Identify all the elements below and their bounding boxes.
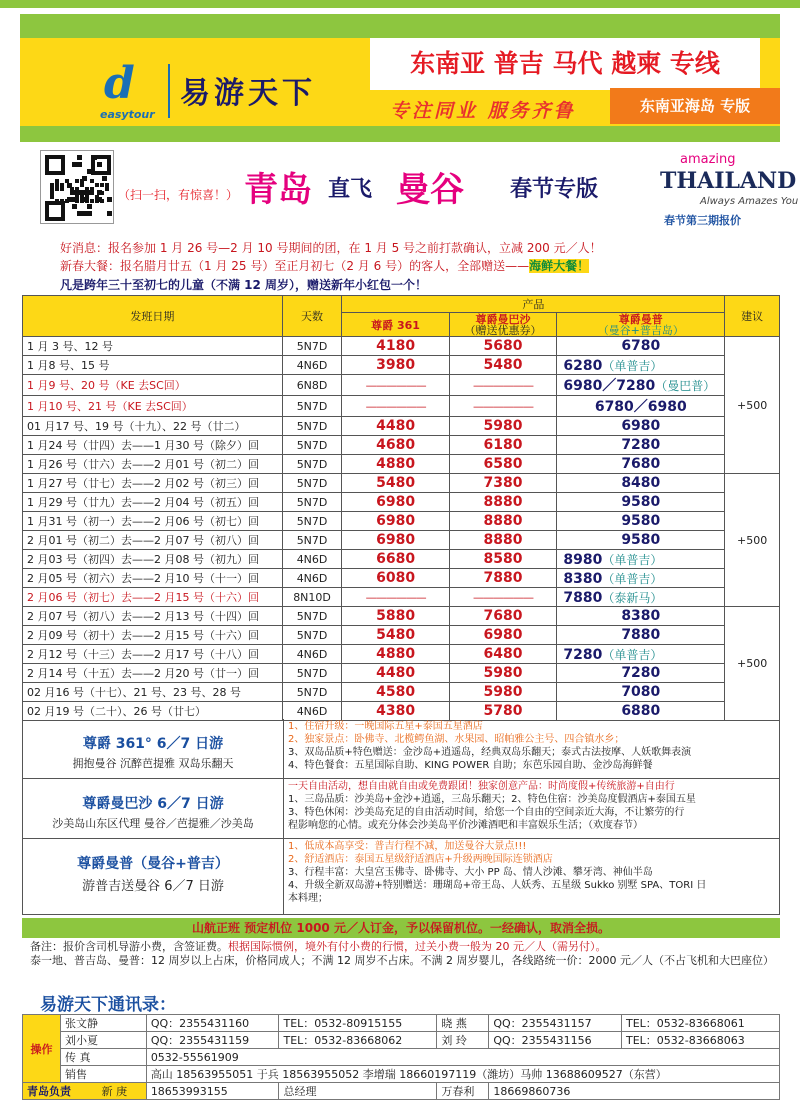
price-mp-note: （单普吉） (602, 571, 663, 586)
cell-price-mbs: —————— (449, 588, 557, 607)
price-mp-value: 6280 (563, 357, 603, 374)
cell-price-mbs: 5680 (449, 337, 557, 356)
contact-qq[interactable]: QQ：2355431159 (146, 1032, 279, 1049)
cell-date: 1 月26 号（廿六）去——2 月01 号（初二）回 (23, 455, 283, 474)
table-row (23, 337, 780, 356)
price-mp-note: （单普吉） (602, 358, 663, 373)
package-mp-line: 4、升级全新双岛游+特别赠送：珊瑚岛+帝王岛、人妖秀、五星级 Sukko 别墅 SPA、TORI 日 (288, 880, 707, 891)
fax-label: 传 真 (61, 1049, 147, 1066)
cell-days: 5N7D (282, 683, 342, 702)
package-361-left (23, 719, 283, 778)
qr-module (75, 187, 79, 191)
qingdao-lead-name: 新 庚 (101, 1085, 128, 1098)
header-date: 发班日期 (23, 296, 283, 337)
booking-policy-bar: 山航正班 预定机位 1000 元／人订金，予以保留机位。一经确认，取消全损。 (22, 918, 780, 938)
cell-date: 2 月07 号（初八）去——2 月13 号（十四）回 (23, 607, 283, 626)
qr-module (49, 205, 61, 217)
qr-module (87, 204, 92, 209)
cell-date: 1 月29 号（廿九）去——2 月04 号（初五）回 (23, 493, 283, 512)
header-p2 (449, 313, 557, 337)
cell-date: 2 月05 号（初六）去——2 月10 号（十一）回 (23, 569, 283, 588)
price-mp-value: 8380 (563, 570, 603, 587)
thailand-logo-text: THAILAND (660, 168, 797, 194)
qr-module (102, 176, 107, 181)
top-strip (0, 0, 800, 8)
contact-name: 晓 燕 (437, 1015, 489, 1032)
cell-days: 5N7D (282, 512, 342, 531)
cell-price-mp (557, 396, 725, 417)
cell-price-mp (557, 664, 725, 683)
header-p3-sub: （曼谷+普吉岛） (597, 323, 684, 337)
route-banner-text: 东南亚 普吉 马代 越柬 专线 (410, 49, 720, 78)
cell-price-mp (557, 626, 725, 645)
cell-price-mbs: 7380 (449, 474, 557, 493)
cell-price-361: 6980 (342, 512, 449, 531)
package-mp-details (283, 839, 781, 914)
price-mp-value: 7680 (621, 456, 661, 472)
qr-module (72, 204, 77, 209)
cell-price-mp (557, 436, 725, 455)
cell-date: 2 月03 号（初四）去——2 月08 号（初九）回 (23, 550, 283, 569)
table-row (23, 645, 780, 664)
qr-module (75, 179, 79, 183)
cell-price-361: 6980 (342, 493, 449, 512)
cell-price-mbs: 5980 (449, 664, 557, 683)
cell-price-mbs: 8880 (449, 493, 557, 512)
cell-price-mbs: 5780 (449, 702, 557, 721)
remark-a: 备注：报价含司机导游小费，含签证费。 (30, 940, 228, 953)
contact-qq[interactable]: QQ：2355431157 (489, 1015, 622, 1032)
cell-price-mp (557, 569, 725, 588)
cell-price-mp (557, 455, 725, 474)
package-mp-title: 尊爵曼普（曼谷+普吉） (77, 856, 229, 872)
logo[interactable] (100, 58, 360, 124)
contact-qq[interactable]: QQ：2355431156 (489, 1032, 622, 1049)
cell-days: 5N7D (282, 664, 342, 683)
contact-name: 刘 玲 (437, 1032, 489, 1049)
table-row (23, 512, 780, 531)
qr-module (49, 159, 61, 171)
qr-module (90, 199, 94, 203)
table-row (23, 356, 780, 375)
qr-module (65, 179, 69, 183)
gm-label: 总经理 (279, 1083, 437, 1100)
package-mbs-details (283, 779, 781, 838)
price-mp-value: 6980／7280 (563, 378, 656, 394)
qr-module (95, 183, 99, 187)
cell-price-mbs: 8880 (449, 512, 557, 531)
sales-contacts[interactable]: 高山 18563955051 于兵 18563955052 李增瑞 18660197119（潍坊）马帅 13688609527（东营） (146, 1066, 779, 1083)
cell-price-361: 4680 (342, 436, 449, 455)
qr-module (97, 162, 102, 167)
cell-date: 1 月8 号、15 号 (23, 356, 283, 375)
cell-days: 5N7D (282, 474, 342, 493)
qr-module (90, 191, 94, 195)
cell-date: 02 月19 号（二十）、26 号（廿七） (23, 702, 283, 721)
header-green-bar (20, 14, 780, 38)
title-spring: 春节专版 (510, 177, 599, 202)
table-row (23, 664, 780, 683)
package-361 (22, 719, 780, 779)
cell-price-mbs: 5480 (449, 356, 557, 375)
qr-module (87, 211, 92, 216)
cell-days: 5N7D (282, 396, 342, 417)
cell-price-361: 6980 (342, 531, 449, 550)
qr-module (100, 199, 104, 203)
header-p3 (557, 313, 725, 337)
contacts-title: 易游天下通讯录： (40, 995, 176, 1015)
cell-days: 5N7D (282, 436, 342, 455)
qr-module (65, 199, 69, 203)
cell-advice: +500 (725, 474, 780, 607)
table-row (23, 607, 780, 626)
table-row (23, 493, 780, 512)
package-mbs (22, 779, 780, 839)
price-mp-value: 9580 (621, 513, 661, 529)
logo-text: 易游天下 (180, 76, 316, 111)
cell-days: 5N7D (282, 337, 342, 356)
header-advice: 建议 (725, 296, 780, 337)
cell-days: 5N7D (282, 455, 342, 474)
qr-module (77, 162, 82, 167)
qr-module (60, 187, 64, 191)
price-mp-value: 7280 (621, 437, 661, 453)
cell-price-361: 4880 (342, 645, 449, 664)
price-mp-value: 7280 (621, 665, 661, 681)
contact-name: 张文静 (61, 1015, 147, 1032)
orange-label: 东南亚海岛 专版 (610, 88, 780, 124)
cell-price-mp (557, 474, 725, 493)
scan-text: （扫一扫，有惊喜！） (118, 188, 239, 202)
qr-module (105, 187, 109, 191)
price-mp-value: 6980 (621, 418, 661, 434)
cell-price-mp (557, 356, 725, 375)
cell-price-361: 4880 (342, 455, 449, 474)
cell-days: 4N6D (282, 569, 342, 588)
cell-price-mbs: 8880 (449, 531, 557, 550)
table-row (23, 436, 780, 455)
qr-module (100, 191, 104, 195)
cell-days: 5N7D (282, 531, 342, 550)
cell-price-mbs: 6480 (449, 645, 557, 664)
cell-price-361: —————— (342, 588, 449, 607)
cell-date: 02 月16 号（十七）、21 号、23 号、28 号 (23, 683, 283, 702)
cell-days: 5N7D (282, 493, 342, 512)
table-row (23, 683, 780, 702)
cell-date: 1 月 3 号、12 号 (23, 337, 283, 356)
logo-letter: d (104, 58, 135, 109)
cell-price-mp (557, 417, 725, 436)
logo-sub: easytour (100, 108, 155, 121)
price-mp-note: （单普吉） (602, 552, 663, 567)
cell-price-361: —————— (342, 375, 449, 396)
package-mp-line: 3、行程丰富：大皇宫玉佛寺、卧佛寺、大小 PP 岛、情人沙滩、攀牙湾、神仙半岛 (288, 867, 653, 878)
price-mp-value: 8980 (563, 551, 603, 568)
cell-price-mbs: 6980 (449, 626, 557, 645)
price-mp-value: 6880 (621, 703, 661, 719)
cell-price-mbs: 5980 (449, 417, 557, 436)
cell-date: 2 月14 号（十五）去——2 月20 号（廿一）回 (23, 664, 283, 683)
qr-module (55, 187, 59, 191)
cell-date: 01 月17 号、19 号（十九）、22 号（廿二） (23, 417, 283, 436)
table-row (23, 417, 780, 436)
header-product: 产品 (342, 296, 725, 313)
package-mbs-line: 3、特色休闲：沙美岛充足的自由活动时间，给您一个自由的空间亲近大海，不让繁劳的行 (288, 807, 685, 818)
table-row (23, 375, 780, 396)
package-361-title: 尊爵 361° 6／7 日游 (82, 736, 224, 752)
table-row (23, 474, 780, 493)
price-mp-value: 8380 (621, 608, 661, 624)
gm-phone[interactable]: 18669860736 (489, 1083, 780, 1100)
package-mp-sub: 游普吉送曼谷 6／7 日游 (82, 879, 224, 894)
package-mbs-left (23, 779, 283, 838)
qr-module (70, 191, 74, 195)
slogan: 专注同业 服务齐鲁 (390, 100, 576, 122)
title-direct: 直飞 (328, 177, 373, 202)
cell-price-mbs: 7680 (449, 607, 557, 626)
cell-days: 5N7D (282, 607, 342, 626)
cell-price-361: 5480 (342, 626, 449, 645)
package-mbs-sub: 沙美岛山东区代理 曼谷／芭提雅／沙美岛 (52, 817, 254, 830)
cell-days: 4N6D (282, 356, 342, 375)
table-row (23, 569, 780, 588)
cell-price-mbs: —————— (449, 375, 557, 396)
table-row (23, 588, 780, 607)
price-mp-value: 7080 (621, 684, 661, 700)
table-row (23, 626, 780, 645)
cell-price-361: 4480 (342, 664, 449, 683)
package-361-line: 1、住宿升级：一晚国际五星+泰国五星酒店 (288, 721, 483, 732)
cell-advice: +500 (725, 337, 780, 474)
package-mp-left (23, 839, 283, 914)
cell-price-mp (557, 645, 725, 664)
header-p3-title: 尊爵曼普 (618, 312, 663, 326)
cell-price-mp (557, 337, 725, 356)
contact-tel[interactable]: TEL：0532-80915155 (279, 1015, 437, 1032)
cell-price-361: 6080 (342, 569, 449, 588)
contact-tel[interactable]: TEL：0532-83668061 (621, 1015, 779, 1032)
package-mbs-line: 1、三岛品质：沙美岛+金沙+逍遥，三岛乐翻天；2、特色住宿：沙美岛度假酒店+泰国五星 (288, 794, 696, 805)
cell-price-361: 4380 (342, 702, 449, 721)
operations-label: 操作 (23, 1015, 61, 1083)
period-label: 春节第三期报价 (664, 214, 741, 227)
price-mp-note: （曼巴普） (655, 379, 716, 393)
qr-module (75, 199, 79, 203)
qr-module (77, 155, 82, 160)
cell-days: 5N7D (282, 626, 342, 645)
header-p2-sub: （赠送优惠券） (464, 323, 542, 337)
package-361-details (283, 719, 781, 778)
cell-price-mp (557, 531, 725, 550)
cell-price-mp (557, 607, 725, 626)
price-table (22, 295, 780, 721)
route-banner (370, 38, 760, 90)
cell-price-361: 4480 (342, 417, 449, 436)
qingdao-lead-phone[interactable]: 18653993155 (146, 1083, 279, 1100)
package-361-line: 3、双岛品质+特色赠送：金沙岛+逍遥岛，经典双岛乐翻天；泰式古法按摩、人妖歌舞表演 (288, 747, 692, 758)
qr-module (80, 183, 84, 187)
package-mp-line: 本料理； (288, 893, 328, 904)
amazing-logo-text: amazing (680, 152, 736, 167)
cell-price-mbs: 8580 (449, 550, 557, 569)
qr-module (85, 199, 89, 203)
qr-module (55, 199, 59, 203)
cell-price-mbs: 7880 (449, 569, 557, 588)
table-row (23, 455, 780, 474)
cell-date: 2 月09 号（初十）去——2 月15 号（十六）回 (23, 626, 283, 645)
price-mp-value: 7280 (563, 646, 603, 663)
remark-b: 根据国际惯例，境外有付小费的行惯，过关小费一般为 20 元／人（需另付）。 (228, 940, 607, 953)
header-p1: 尊爵 361 (342, 313, 449, 337)
cell-price-mp (557, 375, 725, 396)
notice-discount: 好消息：报名参加 1 月 26 号—2 月 10 号期间的团，在 1 月 5 号之前打款确认，立减 200 元／人！ (60, 241, 602, 255)
package-mbs-title: 尊爵曼巴沙 6／7 日游 (82, 796, 224, 812)
cell-days: 5N7D (282, 417, 342, 436)
table-row (23, 531, 780, 550)
package-mp-line: 1、低成本高享受：普吉行程不减，加送曼谷大景点!!! (288, 841, 527, 852)
qr-module (100, 183, 104, 187)
cell-date: 1 月10 号、21 号（KE 去SC回） (23, 396, 283, 417)
cell-date: 2 月01 号（初二）去——2 月07 号（初八）回 (23, 531, 283, 550)
cell-price-361: 4580 (342, 683, 449, 702)
package-mbs-line: 程影响您的心情。或充分体会沙美岛平价沙滩酒吧和丰富娱乐生活；（欢度春节） (288, 820, 643, 831)
qr-module (95, 199, 99, 203)
price-mp-value: 6780／6980 (594, 399, 687, 415)
notice-children: 凡是跨年三十至初七的儿童（不满 12 周岁），赠送新年小红包一个！ (60, 278, 428, 292)
cell-price-mp (557, 702, 725, 721)
contact-qq[interactable]: QQ：2355431160 (146, 1015, 279, 1032)
remark (30, 940, 775, 968)
qr-module (92, 155, 97, 160)
package-mp-line: 2、舒适酒店：泰国五星级舒适酒店+升级两晚国际连锁酒店 (288, 854, 553, 865)
cell-price-mp (557, 512, 725, 531)
cell-days: 8N10D (282, 588, 342, 607)
contact-tel[interactable]: TEL：0532-83668063 (621, 1032, 779, 1049)
cell-price-mp (557, 550, 725, 569)
price-mp-value: 6780 (621, 338, 661, 354)
notice-dinner-text: 新春大餐：报名腊月廿五（1 月 25 号）至正月初七（2 月 6 号）的客人，全部赠送—— (60, 259, 530, 273)
tagline: Always Amazes You (700, 196, 799, 207)
remark-c: 泰一地、普吉岛、曼普：12 周岁以上占床，价格同成人；不满 12 周岁不占床。不满 2 周岁婴儿，各线路统一价：2000 元／人（不占飞机和大巴座位） (30, 954, 774, 967)
header-p2-title: 尊爵曼巴沙 (475, 312, 531, 326)
cell-days: 4N6D (282, 645, 342, 664)
price-mp-value: 7880 (621, 627, 661, 643)
sales-label: 销售 (61, 1066, 147, 1083)
cell-price-mp (557, 588, 725, 607)
title-bangkok: 曼谷 (396, 170, 464, 210)
qr-code-icon[interactable] (40, 150, 114, 224)
cell-date: 1 月24 号（廿四）去——1 月30 号（除夕）回 (23, 436, 283, 455)
qingdao-lead-label-text: 青岛负责 (27, 1085, 71, 1098)
cell-price-361: 5880 (342, 607, 449, 626)
header-days: 天数 (282, 296, 342, 337)
cell-date: 1 月31 号（初一）去——2 月06 号（初七）回 (23, 512, 283, 531)
contact-name: 刘小夏 (61, 1032, 147, 1049)
cell-days: 4N6D (282, 550, 342, 569)
cell-price-mbs: 6180 (449, 436, 557, 455)
cell-date: 2 月06 号（初七）去——2 月15 号（十六）回 (23, 588, 283, 607)
price-mp-note: （单普吉） (602, 647, 663, 662)
qr-module (50, 195, 54, 199)
price-mp-note: （泰新马） (602, 590, 663, 605)
qr-module (60, 199, 64, 203)
qr-module (80, 199, 84, 203)
notice-dinner-highlight: 海鲜大餐！ (529, 259, 590, 273)
notice-dinner (60, 257, 780, 274)
qr-module (107, 197, 112, 202)
package-mbs-line: 一天自由活动，想自由就自由或免费跟团！独家创意产品：时尚度假+传统旅游+自由行 (288, 781, 675, 792)
cell-price-mbs: 5980 (449, 683, 557, 702)
price-table-body (23, 337, 780, 721)
cell-advice: +500 (725, 607, 780, 721)
package-361-line: 4、特色餐食：五星国际自助、KING POWER 自助；东芭乐园自助、金沙岛海鲜餐 (288, 760, 653, 771)
table-row (23, 396, 780, 417)
price-mp-value: 7880 (563, 589, 603, 606)
title-qingdao: 青岛 (244, 170, 312, 210)
logo-divider (168, 64, 170, 118)
cell-price-361: 4180 (342, 337, 449, 356)
fax-number[interactable]: 0532-55561909 (146, 1049, 779, 1066)
contact-tel[interactable]: TEL：0532-83668062 (279, 1032, 437, 1049)
cell-date: 2 月12 号（十三）去——2 月17 号（十八）回 (23, 645, 283, 664)
qingdao-lead-label (23, 1083, 147, 1100)
package-361-line: 2、独家景点：卧佛寺、北榄鳄鱼湖、水果园、昭帕雅公主号、四合镇水乡； (288, 734, 625, 745)
promo-title (240, 160, 640, 210)
price-mp-value: 9580 (621, 532, 661, 548)
cell-price-mp (557, 493, 725, 512)
header-bottom-strip (20, 126, 780, 142)
cell-date: 1 月27 号（廿七）去——2 月02 号（初三）回 (23, 474, 283, 493)
cell-price-mp (557, 683, 725, 702)
cell-date: 1 月9 号、20 号（KE 去SC回） (23, 375, 283, 396)
cell-price-361: —————— (342, 396, 449, 417)
cell-price-mbs: 6580 (449, 455, 557, 474)
qr-module (87, 169, 92, 174)
qr-module (107, 211, 112, 216)
cell-price-361: 3980 (342, 356, 449, 375)
cell-price-361: 6680 (342, 550, 449, 569)
cell-days: 6N8D (282, 375, 342, 396)
qr-module (90, 179, 94, 183)
table-row (23, 702, 780, 721)
contacts-table (22, 1014, 780, 1100)
table-row (23, 550, 780, 569)
package-361-sub: 拥抱曼谷 沉醉芭提雅 双岛乐翻天 (72, 757, 234, 770)
cell-days: 4N6D (282, 702, 342, 721)
cell-price-mbs: —————— (449, 396, 557, 417)
package-mp (22, 839, 780, 915)
header-banner (20, 14, 780, 142)
gm-name: 万春利 (437, 1083, 489, 1100)
price-mp-value: 8480 (621, 475, 661, 491)
cell-price-361: 5480 (342, 474, 449, 493)
price-mp-value: 9580 (621, 494, 661, 510)
